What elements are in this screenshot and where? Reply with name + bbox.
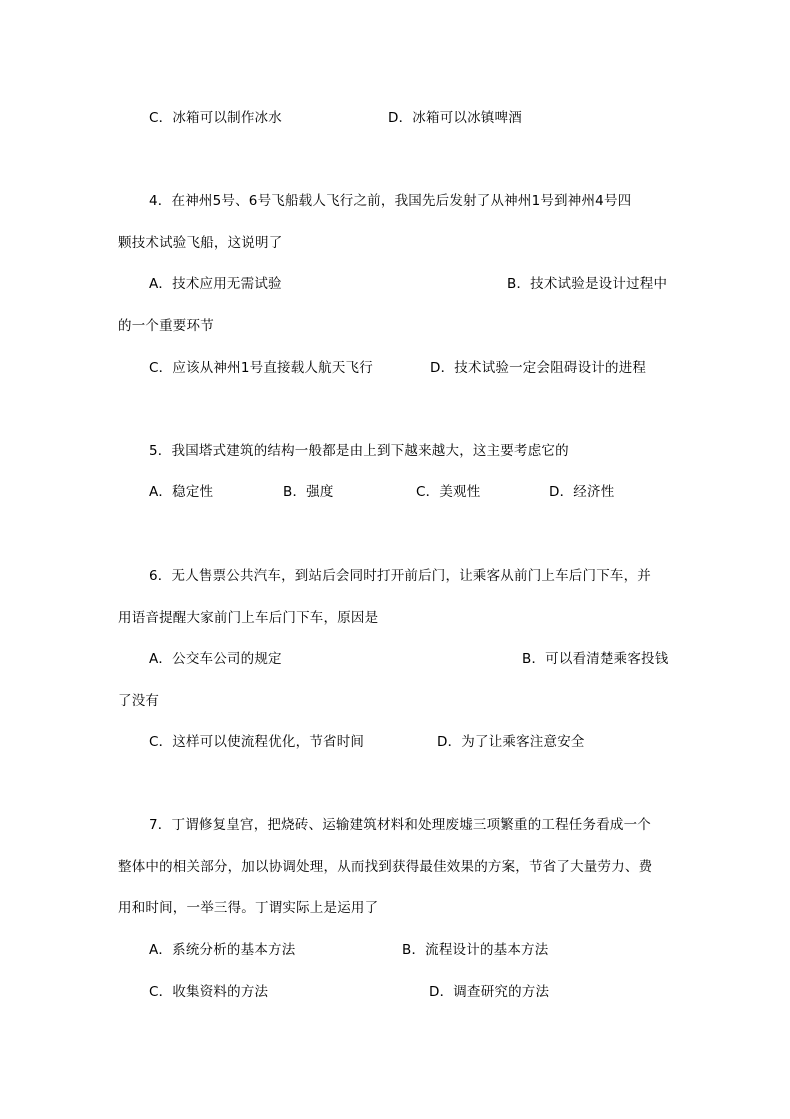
q3-option-d: D．冰箱可以冰镇啤酒 — [388, 110, 522, 126]
q5-option-a: A．稳定性 — [149, 484, 214, 500]
q7-option-a: A．系统分析的基本方法 — [149, 942, 296, 958]
q6-stem-line2: 用语音提醒大家前门上车后门下车，原因是 — [118, 610, 379, 626]
q6-option-b-line1: B．可以看清楚乘客投钱 — [522, 651, 669, 667]
q7-stem-line1: 7．丁谓修复皇宫，把烧砖、运输建筑材料和处理废墟三项繁重的工程任务看成一个 — [149, 817, 651, 833]
q5-option-b: B．强度 — [283, 484, 334, 500]
q7-option-d: D．调查研究的方法 — [429, 984, 550, 1000]
q4-option-d: D．技术试验一定会阻碍设计的进程 — [430, 360, 647, 376]
q6-option-b-line2: 了没有 — [118, 693, 160, 709]
q6-option-c: C．这样可以使流程优化，节省时间 — [149, 734, 365, 750]
q7-stem-line2: 整体中的相关部分，加以协调处理，从而找到获得最佳效果的方案，节省了大量劳力、费 — [118, 859, 653, 875]
q4-option-a: A．技术应用无需试验 — [149, 276, 282, 292]
q4-stem-line2: 颗技术试验飞船，这说明了 — [118, 235, 283, 251]
q6-option-d: D．为了让乘客注意安全 — [437, 734, 585, 750]
q7-option-b: B．流程设计的基本方法 — [402, 942, 549, 958]
q6-option-a: A．公交车公司的规定 — [149, 651, 282, 667]
q4-option-b-line2: 的一个重要环节 — [118, 318, 214, 334]
q5-option-d: D．经济性 — [549, 484, 615, 500]
q5-stem: 5．我国塔式建筑的结构一般都是由上到下越来越大，这主要考虑它的 — [149, 443, 569, 459]
q7-option-c: C．收集资料的方法 — [149, 984, 269, 1000]
q4-option-b-line1: B．技术试验是设计过程中 — [507, 276, 668, 292]
q6-stem-line1: 6．无人售票公共汽车，到站后会同时打开前后门，让乘客从前门上车后门下车，并 — [149, 568, 651, 584]
q7-stem-line3: 用和时间，一举三得。丁谓实际上是运用了 — [118, 900, 379, 916]
q3-option-c: C．冰箱可以制作冰水 — [149, 110, 282, 126]
q4-option-c: C．应该从神州1号直接载人航天飞行 — [149, 360, 373, 376]
q5-option-c: C．美观性 — [416, 484, 481, 500]
q4-stem-line1: 4．在神州5号、6号飞船载人飞行之前，我国先后发射了从神州1号到神州4号四 — [149, 193, 632, 209]
